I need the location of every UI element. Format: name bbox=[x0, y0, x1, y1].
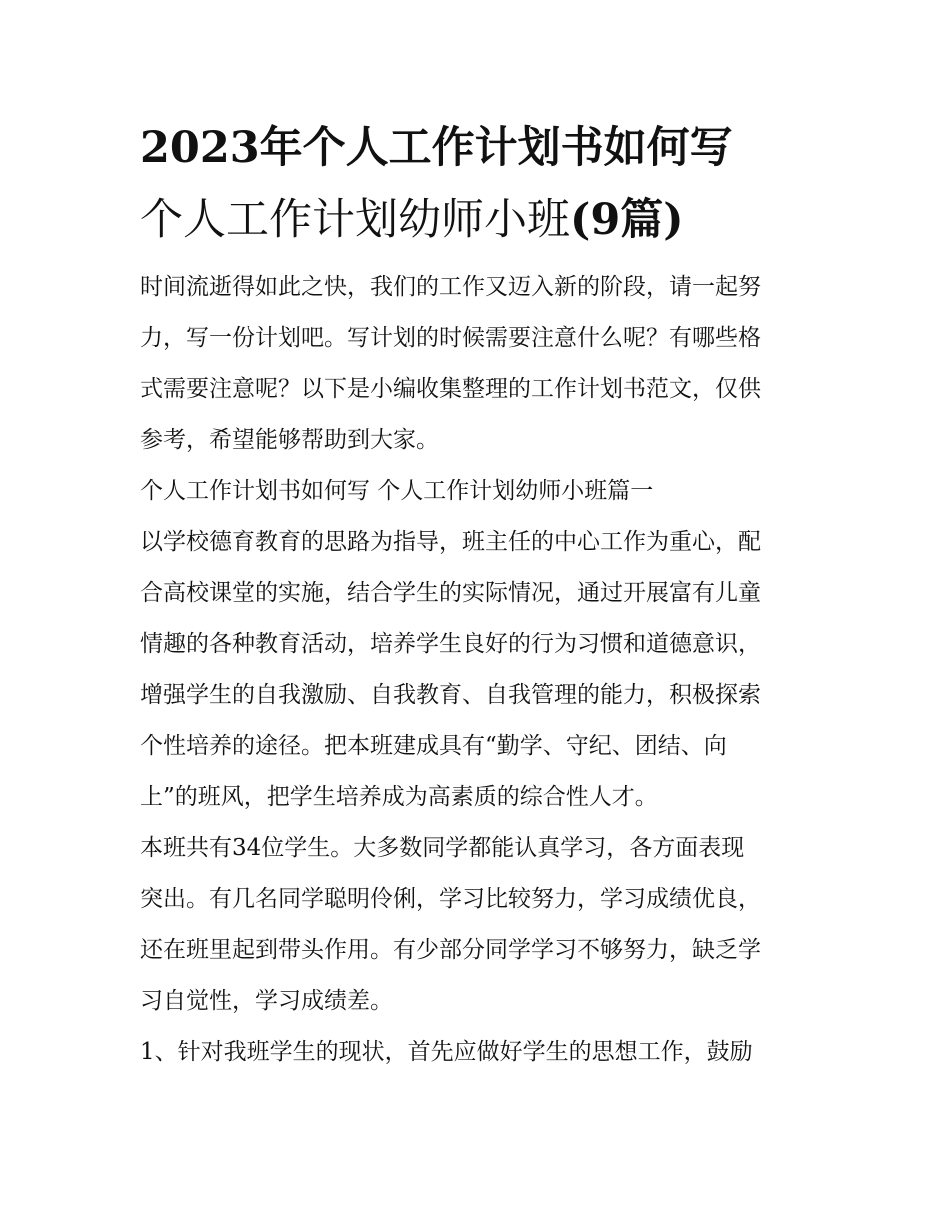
title-line-2-count: (9篇) bbox=[570, 195, 684, 245]
document-title bbox=[140, 112, 816, 256]
title-line-2-text: 个人工作计划幼师小班 bbox=[140, 195, 570, 245]
title-line-1: 2023年个人工作计划书如何写 bbox=[140, 123, 733, 173]
paragraph-1 bbox=[140, 517, 816, 823]
intro-paragraph bbox=[140, 262, 816, 466]
paragraph-3-line: 1、针对我班学生的现状，首先应做好学生的思想工作，鼓励 bbox=[140, 1039, 753, 1065]
intro-line: 力，写一份计划吧。写计划的时候需要注意什么呢？有哪些格 bbox=[140, 325, 761, 351]
document-page bbox=[140, 112, 816, 1078]
paragraph-1-line: 以学校德育教育的思路为指导，班主任的中心工作为重心，配 bbox=[140, 529, 761, 555]
paragraph-1-line: 个性培养的途径。把本班建成具有“勤学、守纪、团结、向 bbox=[140, 733, 727, 759]
intro-line: 参考，希望能够帮助到大家。 bbox=[140, 427, 439, 453]
section-heading: 个人工作计划书如何写 个人工作计划幼师小班篇一 bbox=[140, 478, 654, 504]
paragraph-1-line: 增强学生的自我激励、自我教育、自我管理的能力，积极探索 bbox=[140, 682, 761, 708]
paragraph-1-line: 合高校课堂的实施，结合学生的实际情况，通过开展富有儿童 bbox=[140, 580, 761, 606]
intro-line: 时间流逝得如此之快，我们的工作又迈入新的阶段，请一起努 bbox=[140, 274, 761, 300]
paragraph-2 bbox=[140, 823, 816, 1027]
paragraph-2-line: 突出。有几名同学聪明伶俐，学习比较努力，学习成绩优良， bbox=[140, 886, 761, 912]
paragraph-2-line: 习自觉性，学习成绩差。 bbox=[140, 988, 393, 1014]
paragraph-1-line: 上”的班风，把学生培养成为高素质的综合性人才。 bbox=[140, 784, 658, 810]
intro-line: 式需要注意呢？以下是小编收集整理的工作计划书范文，仅供 bbox=[140, 376, 761, 402]
paragraph-1-line: 情趣的各种教育活动，培养学生良好的行为习惯和道德意识， bbox=[140, 631, 761, 657]
paragraph-3 bbox=[140, 1027, 816, 1078]
title-line-2 bbox=[140, 184, 816, 256]
paragraph-2-line: 还在班里起到带头作用。有少部分同学学习不够努力，缺乏学 bbox=[140, 937, 761, 963]
paragraph-2-line: 本班共有34位学生。大多数同学都能认真学习，各方面表现 bbox=[140, 835, 745, 861]
